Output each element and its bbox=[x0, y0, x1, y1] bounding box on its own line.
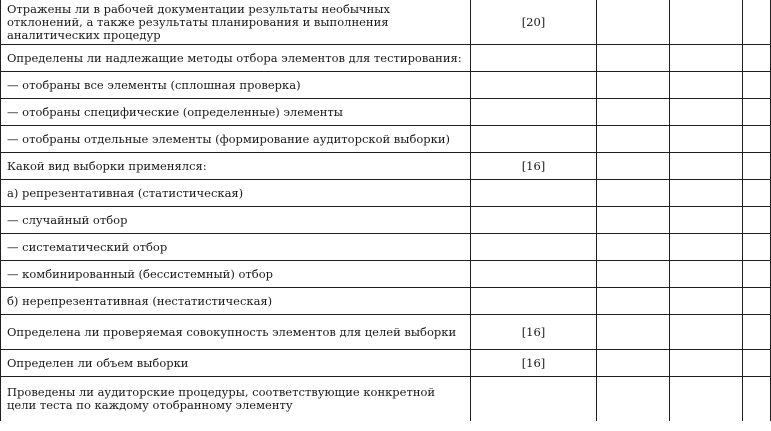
answer-cell bbox=[743, 180, 771, 207]
reference-cell: [16] bbox=[471, 153, 597, 180]
answer-cell bbox=[670, 72, 743, 99]
answer-cell bbox=[670, 350, 743, 377]
table-row bbox=[1, 315, 771, 350]
table-row bbox=[1, 0, 771, 45]
reference-cell bbox=[471, 99, 597, 126]
answer-cell bbox=[670, 315, 743, 350]
reference-cell bbox=[471, 261, 597, 288]
reference-cell bbox=[471, 234, 597, 261]
question-cell: Определена ли проверяемая совокупность элементов для целей выборки bbox=[1, 315, 471, 350]
question-cell: Отражены ли в рабочей документации результаты необычных отклонений, а также результаты планирования и выполнения аналитических процедур bbox=[1, 0, 471, 45]
answer-cell bbox=[597, 207, 670, 234]
table-row bbox=[1, 126, 771, 153]
reference-cell bbox=[471, 72, 597, 99]
question-cell: Проведены ли аудиторские процедуры, соответствующие конкретной цели теста по каждому отобранному элементу bbox=[1, 377, 471, 422]
question-cell: а) репрезентативная (статистическая) bbox=[1, 180, 471, 207]
answer-cell bbox=[670, 153, 743, 180]
answer-cell bbox=[670, 0, 743, 45]
answer-cell bbox=[597, 234, 670, 261]
answer-cell bbox=[670, 207, 743, 234]
answer-cell bbox=[597, 180, 670, 207]
answer-cell bbox=[743, 126, 771, 153]
answer-cell bbox=[597, 45, 670, 72]
answer-cell bbox=[670, 261, 743, 288]
table-row bbox=[1, 288, 771, 315]
table-row bbox=[1, 377, 771, 422]
answer-cell bbox=[743, 261, 771, 288]
answer-cell bbox=[670, 180, 743, 207]
table-row bbox=[1, 350, 771, 377]
question-cell: — случайный отбор bbox=[1, 207, 471, 234]
answer-cell bbox=[743, 207, 771, 234]
answer-cell bbox=[597, 288, 670, 315]
reference-cell bbox=[471, 377, 597, 422]
question-cell: Определен ли объем выборки bbox=[1, 350, 471, 377]
answer-cell bbox=[743, 153, 771, 180]
table-row bbox=[1, 153, 771, 180]
question-cell: — отобраны отдельные элементы (формирование аудиторской выборки) bbox=[1, 126, 471, 153]
answer-cell bbox=[743, 99, 771, 126]
answer-cell bbox=[670, 45, 743, 72]
answer-cell bbox=[597, 261, 670, 288]
answer-cell bbox=[670, 288, 743, 315]
answer-cell bbox=[597, 315, 670, 350]
question-cell: — отобраны специфические (определенные) элементы bbox=[1, 99, 471, 126]
answer-cell bbox=[670, 234, 743, 261]
reference-cell: [20] bbox=[471, 0, 597, 45]
answer-cell bbox=[743, 315, 771, 350]
table-row bbox=[1, 180, 771, 207]
answer-cell bbox=[597, 126, 670, 153]
answer-cell bbox=[597, 350, 670, 377]
answer-cell bbox=[743, 45, 771, 72]
reference-cell bbox=[471, 207, 597, 234]
question-cell: б) нерепрезентативная (нестатистическая) bbox=[1, 288, 471, 315]
answer-cell bbox=[597, 0, 670, 45]
question-cell: — отобраны все элементы (сплошная проверка) bbox=[1, 72, 471, 99]
reference-cell bbox=[471, 45, 597, 72]
answer-cell bbox=[743, 288, 771, 315]
answer-cell bbox=[743, 350, 771, 377]
answer-cell bbox=[597, 72, 670, 99]
question-cell: — комбинированный (бессистемный) отбор bbox=[1, 261, 471, 288]
answer-cell bbox=[743, 72, 771, 99]
table-row bbox=[1, 72, 771, 99]
answer-cell bbox=[743, 377, 771, 422]
answer-cell bbox=[597, 153, 670, 180]
question-cell: Определены ли надлежащие методы отбора элементов для тестирования: bbox=[1, 45, 471, 72]
table-row bbox=[1, 99, 771, 126]
answer-cell bbox=[597, 99, 670, 126]
table-row bbox=[1, 261, 771, 288]
reference-cell: [16] bbox=[471, 350, 597, 377]
question-cell: — систематический отбор bbox=[1, 234, 471, 261]
answer-cell bbox=[670, 377, 743, 422]
question-cell: Какой вид выборки применялся: bbox=[1, 153, 471, 180]
answer-cell bbox=[670, 99, 743, 126]
table-row bbox=[1, 234, 771, 261]
table-row bbox=[1, 45, 771, 72]
reference-cell bbox=[471, 288, 597, 315]
answer-cell bbox=[743, 0, 771, 45]
answer-cell bbox=[597, 377, 670, 422]
answer-cell bbox=[670, 126, 743, 153]
reference-cell bbox=[471, 126, 597, 153]
table-row bbox=[1, 207, 771, 234]
answer-cell bbox=[743, 234, 771, 261]
reference-cell bbox=[471, 180, 597, 207]
reference-cell: [16] bbox=[471, 315, 597, 350]
